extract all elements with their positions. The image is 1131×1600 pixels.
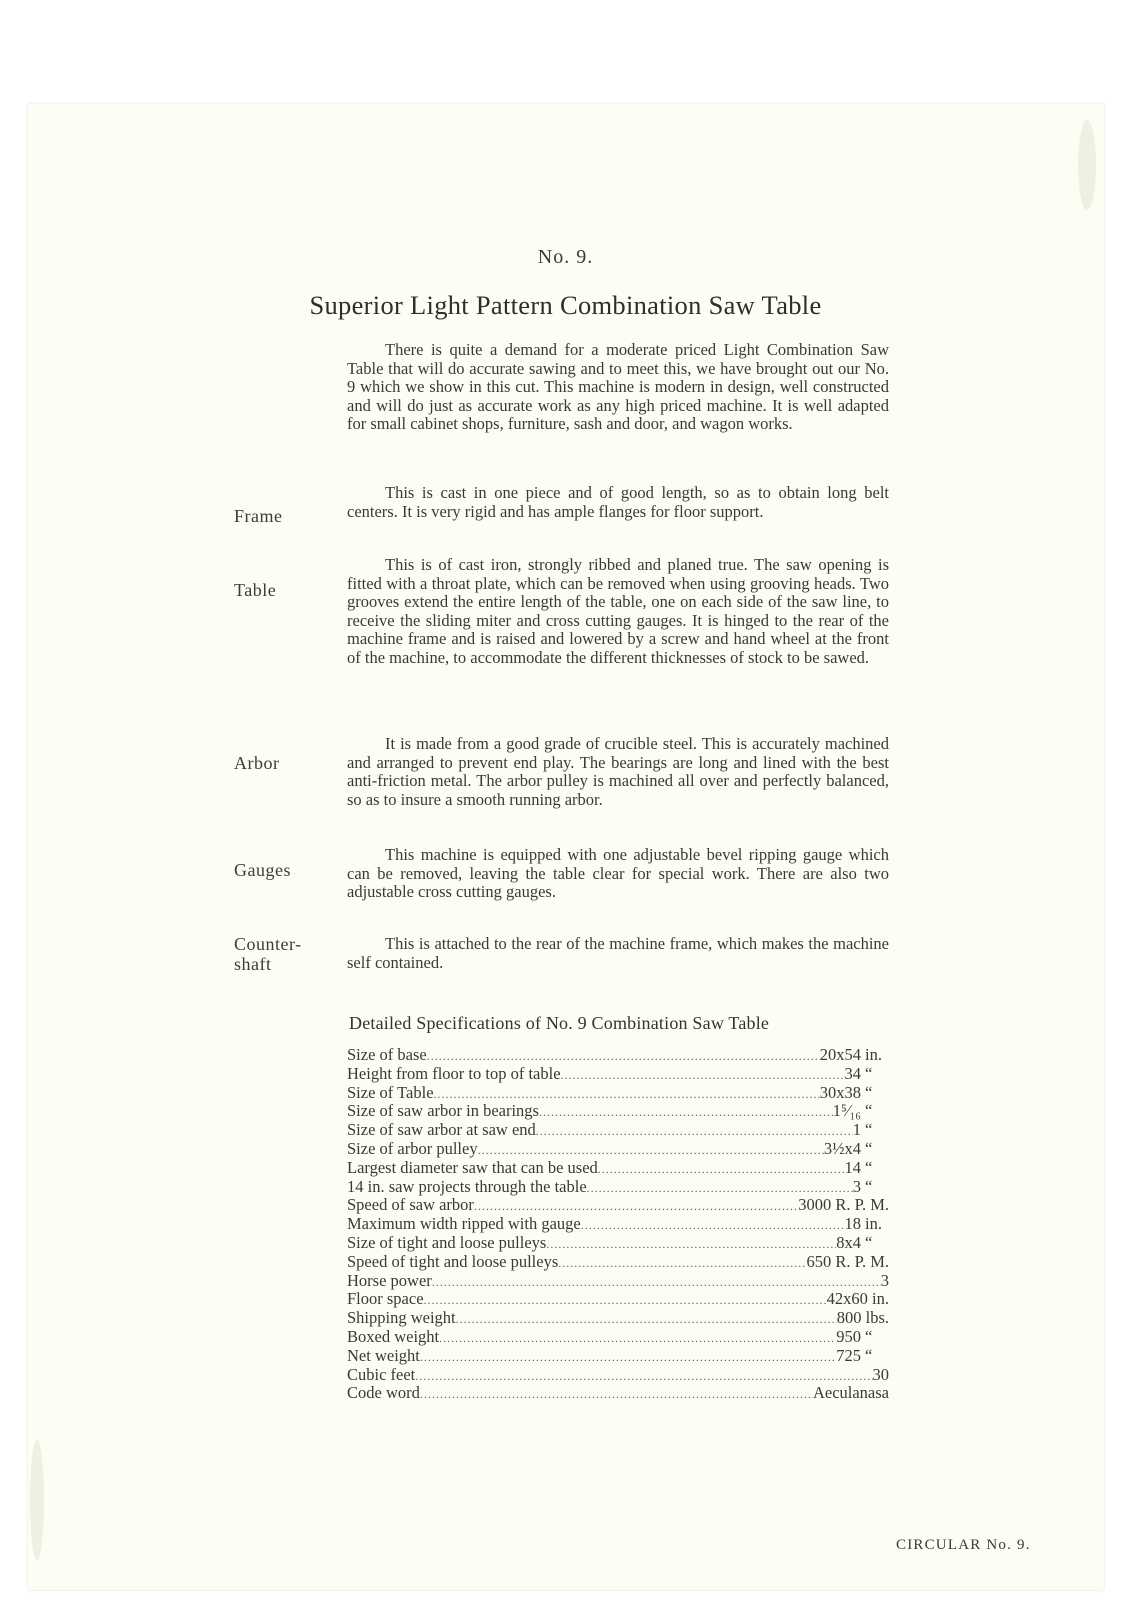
spec-label: 14 in. saw projects through the table	[347, 1176, 587, 1196]
intro-paragraph	[347, 341, 889, 434]
section-table-text: This is of cast iron, strongly ribbed and planed true. The saw opening is fitted with a throat plate, which can be removed when using grooving heads. Two grooves extend the entire length of the table, one on each side of the saw line, to receive the sliding miter and cross cutting gauges. It is hinged to the rear of the machine frame and is raised and lowered by a screw and hand wheel at the front of the machine, to accommodate the different thicknesses of stock to be sawed.	[347, 555, 889, 667]
spec-unit: “	[865, 1063, 873, 1083]
spec-row	[347, 1102, 889, 1121]
spec-value: 20x54	[819, 1045, 861, 1064]
section-label-gauges: Gauges	[234, 860, 291, 880]
spec-row	[347, 1065, 889, 1084]
spec-unit: “	[865, 1176, 873, 1196]
spec-value: 14	[844, 1157, 861, 1177]
spec-leader-dots	[420, 1385, 813, 1404]
spec-label: Shipping weight	[347, 1308, 456, 1328]
specifications-heading: Detailed Specifications of No. 9 Combination Saw Table	[349, 1013, 770, 1033]
spec-leader-dots	[598, 1160, 845, 1179]
spec-value: 42x60 in.	[826, 1289, 889, 1309]
spec-row	[347, 1347, 889, 1366]
spec-leader-dots	[558, 1254, 806, 1273]
spec-unit: “	[865, 1326, 873, 1346]
spec-row	[347, 1290, 889, 1309]
circular-footer: CIRCULAR No. 9.	[896, 1537, 1031, 1553]
spec-value: 18	[844, 1214, 861, 1234]
section-countershaft	[347, 935, 889, 972]
spec-row	[347, 1121, 889, 1140]
spec-value: 3000 R. P. M.	[798, 1195, 889, 1215]
model-number-heading: No. 9.	[537, 246, 594, 268]
spec-row	[347, 1309, 889, 1328]
spec-label: Net weight	[347, 1345, 420, 1365]
spec-label: Code word	[347, 1383, 420, 1403]
spec-label: Largest diameter saw that can be used	[347, 1157, 598, 1177]
spec-value: 3½x4	[823, 1138, 861, 1158]
spec-unit: “	[865, 1138, 873, 1158]
spec-row	[347, 1178, 889, 1197]
spec-leader-dots	[420, 1348, 836, 1367]
spec-row	[347, 1328, 889, 1347]
spec-row	[347, 1215, 889, 1234]
spec-value: 950	[836, 1326, 861, 1346]
paper-stain	[1078, 120, 1096, 210]
section-frame-text: This is cast in one piece and of good length, so as to obtain long belt centers. It is very rigid and has ample flanges for floor support.	[347, 483, 889, 521]
spec-leader-dots	[456, 1310, 837, 1329]
spec-row	[347, 1084, 889, 1103]
specifications-list	[347, 1046, 889, 1403]
spec-unit: in.	[865, 1045, 882, 1064]
spec-leader-dots	[415, 1367, 872, 1386]
spec-unit: “	[865, 1101, 873, 1121]
spec-value: 30x38	[819, 1082, 861, 1102]
spec-value: 1	[852, 1120, 861, 1140]
spec-leader-dots	[439, 1329, 836, 1348]
spec-leader-dots	[546, 1235, 836, 1254]
spec-row	[347, 1384, 889, 1403]
spec-value: 30	[872, 1364, 889, 1384]
spec-leader-dots	[536, 1122, 853, 1141]
spec-label: Size of Table	[347, 1082, 434, 1102]
spec-label: Size of tight and loose pulleys	[347, 1232, 547, 1252]
section-label-frame: Frame	[234, 506, 283, 526]
spec-row	[347, 1159, 889, 1178]
spec-value: 3	[852, 1176, 861, 1196]
spec-label: Size of saw arbor at saw end	[347, 1120, 536, 1140]
spec-leader-dots	[427, 1047, 820, 1066]
spec-row	[347, 1196, 889, 1215]
section-label-table: Table	[234, 580, 277, 600]
section-label-countershaft-line2: shaft	[234, 954, 272, 974]
spec-label: Speed of saw arbor	[347, 1195, 474, 1215]
intro-text: There is quite a demand for a moderate priced Light Combination Saw Table that will do accurate sawing and to meet this, we have brought out our No. 9 which we show in this cut. This machine is modern in design, well constructed and will do just as accurate work as any high priced machine. It is well adapted for small cabinet shops, furniture, sash and door, and wagon works.	[347, 340, 889, 434]
spec-label: Size of saw arbor in bearings	[347, 1101, 539, 1121]
page-title: Superior Light Pattern Combination Saw Table	[309, 290, 822, 320]
spec-label: Height from floor to top of table	[347, 1063, 561, 1083]
spec-value: 800 lbs.	[836, 1308, 889, 1328]
spec-value: 8x4	[836, 1232, 861, 1252]
spec-row	[347, 1140, 889, 1159]
spec-unit: “	[865, 1345, 873, 1365]
spec-value: 34	[844, 1063, 861, 1083]
spec-value: 725	[836, 1345, 861, 1365]
spec-leader-dots	[424, 1291, 827, 1310]
spec-label: Cubic feet	[347, 1364, 416, 1384]
spec-unit: “	[865, 1232, 873, 1252]
section-label-arbor: Arbor	[234, 753, 280, 773]
spec-value: 1⁵⁄₁₆	[832, 1101, 861, 1121]
spec-label: Size of base	[347, 1045, 427, 1064]
spec-leader-dots	[539, 1103, 833, 1122]
spec-label: Size of arbor pulley	[347, 1138, 478, 1158]
spec-value: 650 R. P. M.	[806, 1251, 889, 1271]
spec-unit: “	[865, 1120, 873, 1140]
paper-stain	[30, 1440, 44, 1560]
spec-label: Boxed weight	[347, 1326, 440, 1346]
spec-row	[347, 1272, 889, 1291]
spec-row	[347, 1234, 889, 1253]
section-table	[347, 556, 889, 668]
spec-row	[347, 1366, 889, 1385]
section-gauges-text: This machine is equipped with one adjustable bevel ripping gauge which can be removed, leaving the table clear for special work. There are also two adjustable cross cutting gauges.	[347, 845, 889, 902]
spec-value: Aeculanasa	[812, 1383, 889, 1403]
section-arbor	[347, 735, 889, 809]
section-frame	[347, 484, 889, 521]
spec-unit: in.	[865, 1214, 882, 1234]
spec-label: Maximum width ripped with gauge	[347, 1214, 581, 1234]
spec-label: Speed of tight and loose pulleys	[347, 1251, 559, 1271]
spec-unit: “	[865, 1157, 873, 1177]
spec-leader-dots	[432, 1273, 881, 1292]
section-arbor-text: It is made from a good grade of crucible steel. This is accurately machined and arranged to prevent end play. The bearings are long and lined with the best anti-friction metal. The arbor pulley is machined all over and perfectly balanced, so as to insure a smooth running arbor.	[347, 734, 889, 809]
spec-leader-dots	[478, 1141, 824, 1160]
section-label-countershaft-line1: Counter-	[234, 934, 302, 954]
spec-label: Floor space	[347, 1289, 424, 1309]
spec-row	[347, 1046, 889, 1065]
section-gauges	[347, 846, 889, 902]
spec-row	[347, 1253, 889, 1272]
spec-leader-dots	[561, 1066, 845, 1085]
spec-label: Horse power	[347, 1270, 432, 1290]
spec-value: 3	[880, 1270, 889, 1290]
spec-leader-dots	[581, 1216, 845, 1235]
spec-unit: “	[865, 1082, 873, 1102]
section-countershaft-text: This is attached to the rear of the machine frame, which makes the machine self contained.	[347, 934, 889, 972]
section-label-countershaft	[234, 934, 302, 974]
